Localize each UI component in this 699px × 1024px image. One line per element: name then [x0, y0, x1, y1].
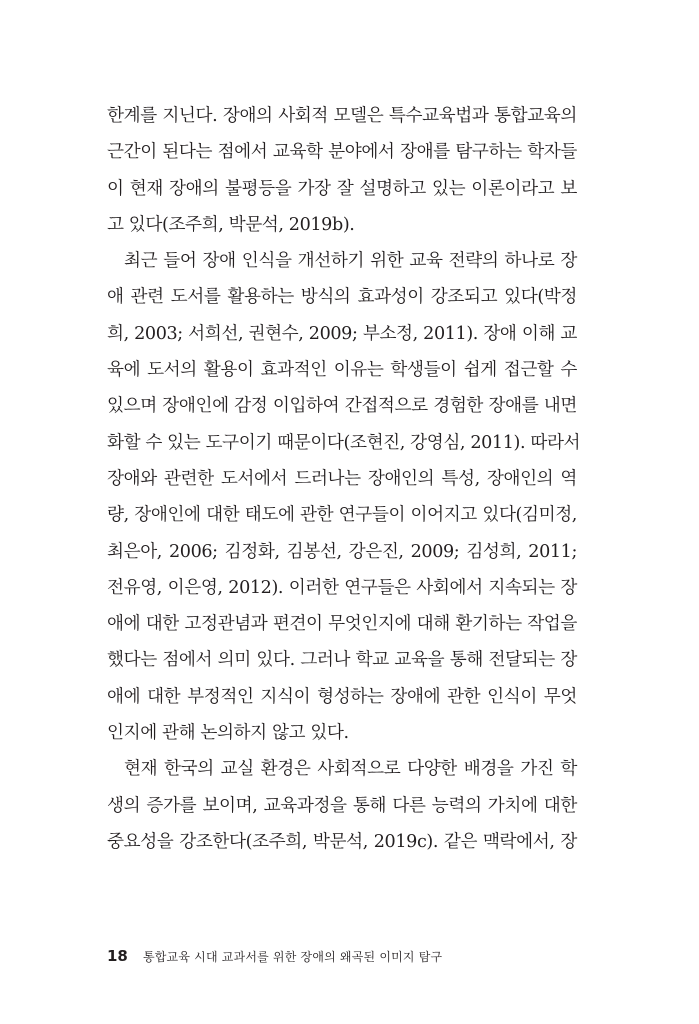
- text-line: 전유영, 이은영, 2012). 이러한 연구들은 사회에서 지속되는 장: [107, 577, 577, 598]
- page-footer: [107, 946, 442, 965]
- text-line: 한계를 지닌다. 장애의 사회적 모델은 특수교육법과 통합교육의: [107, 106, 577, 126]
- text-line: 근간이 된다는 점에서 교육학 분야에서 장애를 탐구하는 학자들: [107, 142, 577, 163]
- text-line: 육에 도서의 활용이 효과적인 이유는 학생들이 쉽게 접근할 수: [107, 360, 577, 381]
- text-line: 했다는 점에서 의미 있다. 그러나 학교 교육을 통해 전달되는 장: [107, 650, 577, 671]
- page-number: 18: [107, 947, 128, 965]
- text-line: 인지에 관해 논의하지 않고 있다.: [107, 723, 349, 744]
- text-line: 생의 증가를 보이며, 교육과정을 통해 다른 능력의 가치에 대한: [107, 795, 577, 816]
- text-line: 최은아, 2006; 김정화, 김봉선, 강은진, 2009; 김성희, 2011;: [107, 541, 577, 562]
- text-line: 최근 들어 장애 인식을 개선하기 위한 교육 전략의 하나로 장: [124, 251, 577, 272]
- text-line: 희, 2003; 서희선, 권현수, 2009; 부소정, 2011). 장애 이해 교: [107, 323, 577, 344]
- text-line: 애에 대한 부정적인 지식이 형성하는 장애에 관한 인식이 무엇: [107, 686, 577, 707]
- body-text: [107, 98, 581, 860]
- running-title: 통합교육 시대 교과서를 위한 장애의 왜곡된 이미지 탐구: [142, 950, 443, 964]
- text-line: 애에 대한 고정관념과 편견이 무엇인지에 대해 환기하는 작업을: [107, 614, 577, 635]
- text-line: 화할 수 있는 도구이기 때문이다(조현진, 강영심, 2011). 따라서: [107, 432, 581, 453]
- text-line: 애 관련 도서를 활용하는 방식의 효과성이 강조되고 있다(박정: [107, 287, 577, 308]
- text-line: 있으며 장애인에 감정 이입하여 간접적으로 경험한 장애를 내면: [107, 396, 577, 417]
- text-line: 고 있다(조주희, 박문석, 2019b).: [107, 214, 355, 235]
- text-line: 이 현재 장애의 불평등을 가장 잘 설명하고 있는 이론이라고 보: [107, 178, 577, 199]
- text-line: 중요성을 강조한다(조주희, 박문석, 2019c). 같은 맥락에서, 장: [107, 831, 577, 852]
- text-line: 현재 한국의 교실 환경은 사회적으로 다양한 배경을 가진 학: [124, 759, 577, 780]
- text-line: 량, 장애인에 대한 태도에 관한 연구들이 이어지고 있다(김미정,: [107, 505, 577, 526]
- text-line: 장애와 관련한 도서에서 드러나는 장애인의 특성, 장애인의 역: [107, 468, 577, 489]
